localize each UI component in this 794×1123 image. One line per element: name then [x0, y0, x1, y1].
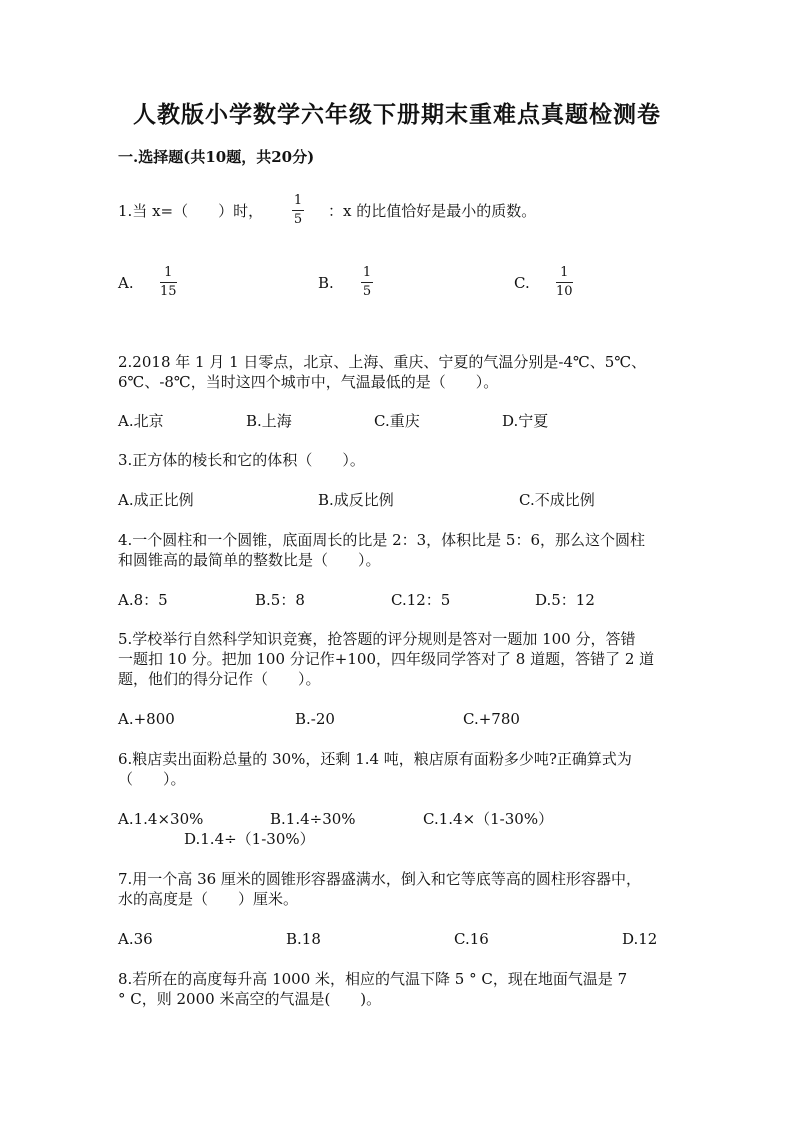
question-4-option-a: A.8：5: [118, 591, 168, 609]
question-2-option-c: C.重庆: [374, 412, 420, 430]
fraction-numerator: 1: [362, 265, 372, 280]
question-6-option-d: D.1.4÷（1-30%）: [184, 830, 315, 848]
question-1-option-b-fraction: [361, 266, 373, 299]
question-3-option-b: B.成反比例: [318, 491, 394, 509]
fraction-numerator: 1: [164, 265, 173, 280]
question-8-line-2: ° C，则 2000 米高空的气温是( )。: [118, 990, 382, 1008]
question-1-option-b-label: B.: [318, 274, 334, 292]
question-2-line-2: 6℃、-8℃，当时这四个城市中，气温最低的是（ ）。: [118, 373, 499, 391]
section-heading: 一.选择题(共10题，共20分): [118, 148, 315, 166]
fraction-denominator: 15: [160, 284, 177, 299]
question-6-line-1: 6.粮店卖出面粉总量的 30%，还剩 1.4 吨，粮店原有面粉多少吨?正确算式为: [118, 750, 632, 768]
question-6-line-2: （ ）。: [118, 770, 186, 788]
question-2-option-d: D.宁夏: [502, 412, 549, 430]
fraction-denominator: 5: [362, 284, 372, 299]
question-5-option-a: A.+800: [118, 710, 175, 728]
question-7-option-b: B.18: [286, 930, 321, 948]
question-7-line-2: 水的高度是（ ）厘米。: [118, 890, 299, 908]
question-4-line-1: 4.一个圆柱和一个圆锥，底面周长的比是 2：3，体积比是 5：6，那么这个圆柱: [118, 531, 646, 549]
fraction-denominator: 5: [293, 212, 303, 227]
question-3-line-1: 3.正方体的棱长和它的体积（ ）。: [118, 451, 365, 469]
question-8-line-1: 8.若所在的高度每升高 1000 米，相应的气温下降 5 ° C，现在地面气温是 7: [118, 970, 628, 988]
question-2-option-a: A.北京: [118, 412, 164, 430]
question-6-option-c: C.1.4×（1-30%）: [423, 810, 554, 828]
fraction-bar: [361, 282, 373, 283]
fraction-bar: [160, 282, 177, 283]
question-1-option-c-fraction: [556, 266, 573, 299]
question-5-option-c: C.+780: [463, 710, 520, 728]
question-7-option-c: C.16: [454, 930, 489, 948]
question-4-option-b: B.5：8: [255, 591, 305, 609]
question-4-line-2: 和圆锥高的最简单的整数比是（ ）。: [118, 551, 381, 569]
question-1-text-start: 1.当 x=（ ）时，: [118, 202, 264, 220]
question-4-option-c: C.12：5: [391, 591, 451, 609]
question-5-option-b: B.-20: [295, 710, 335, 728]
question-3-option-a: A.成正比例: [118, 491, 194, 509]
fraction-numerator: 1: [293, 193, 303, 208]
question-7-option-d: D.12: [622, 930, 658, 948]
question-2-option-b: B.上海: [246, 412, 292, 430]
question-1-option-c-label: C.: [514, 274, 530, 292]
question-1-text-end: ：x 的比值恰好是最小的质数。: [328, 202, 537, 220]
fraction-denominator: 10: [556, 284, 573, 299]
question-5-line-2: 一题扣 10 分。把加 100 分记作+100，四年级同学答对了 8 道题，答错了 2 道: [118, 650, 655, 668]
question-4-option-d: D.5：12: [535, 591, 595, 609]
fraction-bar: [292, 210, 304, 211]
question-5-line-3: 题，他们的得分记作（ ）。: [118, 670, 321, 688]
fraction-numerator: 1: [560, 265, 569, 280]
question-7-line-1: 7.用一个高 36 厘米的圆锥形容器盛满水，倒入和它等底等高的圆柱形容器中，: [118, 870, 641, 888]
question-6-option-b: B.1.4÷30%: [270, 810, 356, 828]
question-1-option-a-label: A.: [118, 274, 134, 292]
question-7-option-a: A.36: [118, 930, 153, 948]
question-3-option-c: C.不成比例: [519, 491, 595, 509]
question-6-option-a: A.1.4×30%: [118, 810, 204, 828]
question-2-line-1: 2.2018 年 1 月 1 日零点，北京、上海、重庆、宁夏的气温分别是-4℃、5℃、: [118, 353, 647, 371]
question-5-line-1: 5.学校举行自然科学知识竞赛，抢答题的评分规则是答对一题加 100 分，答错: [118, 630, 636, 648]
question-1-fraction: [292, 194, 304, 227]
page-title: 人教版小学数学六年级下册期末重难点真题检测卷: [133, 101, 661, 128]
question-1-option-a-fraction: [160, 266, 177, 299]
fraction-bar: [556, 282, 573, 283]
